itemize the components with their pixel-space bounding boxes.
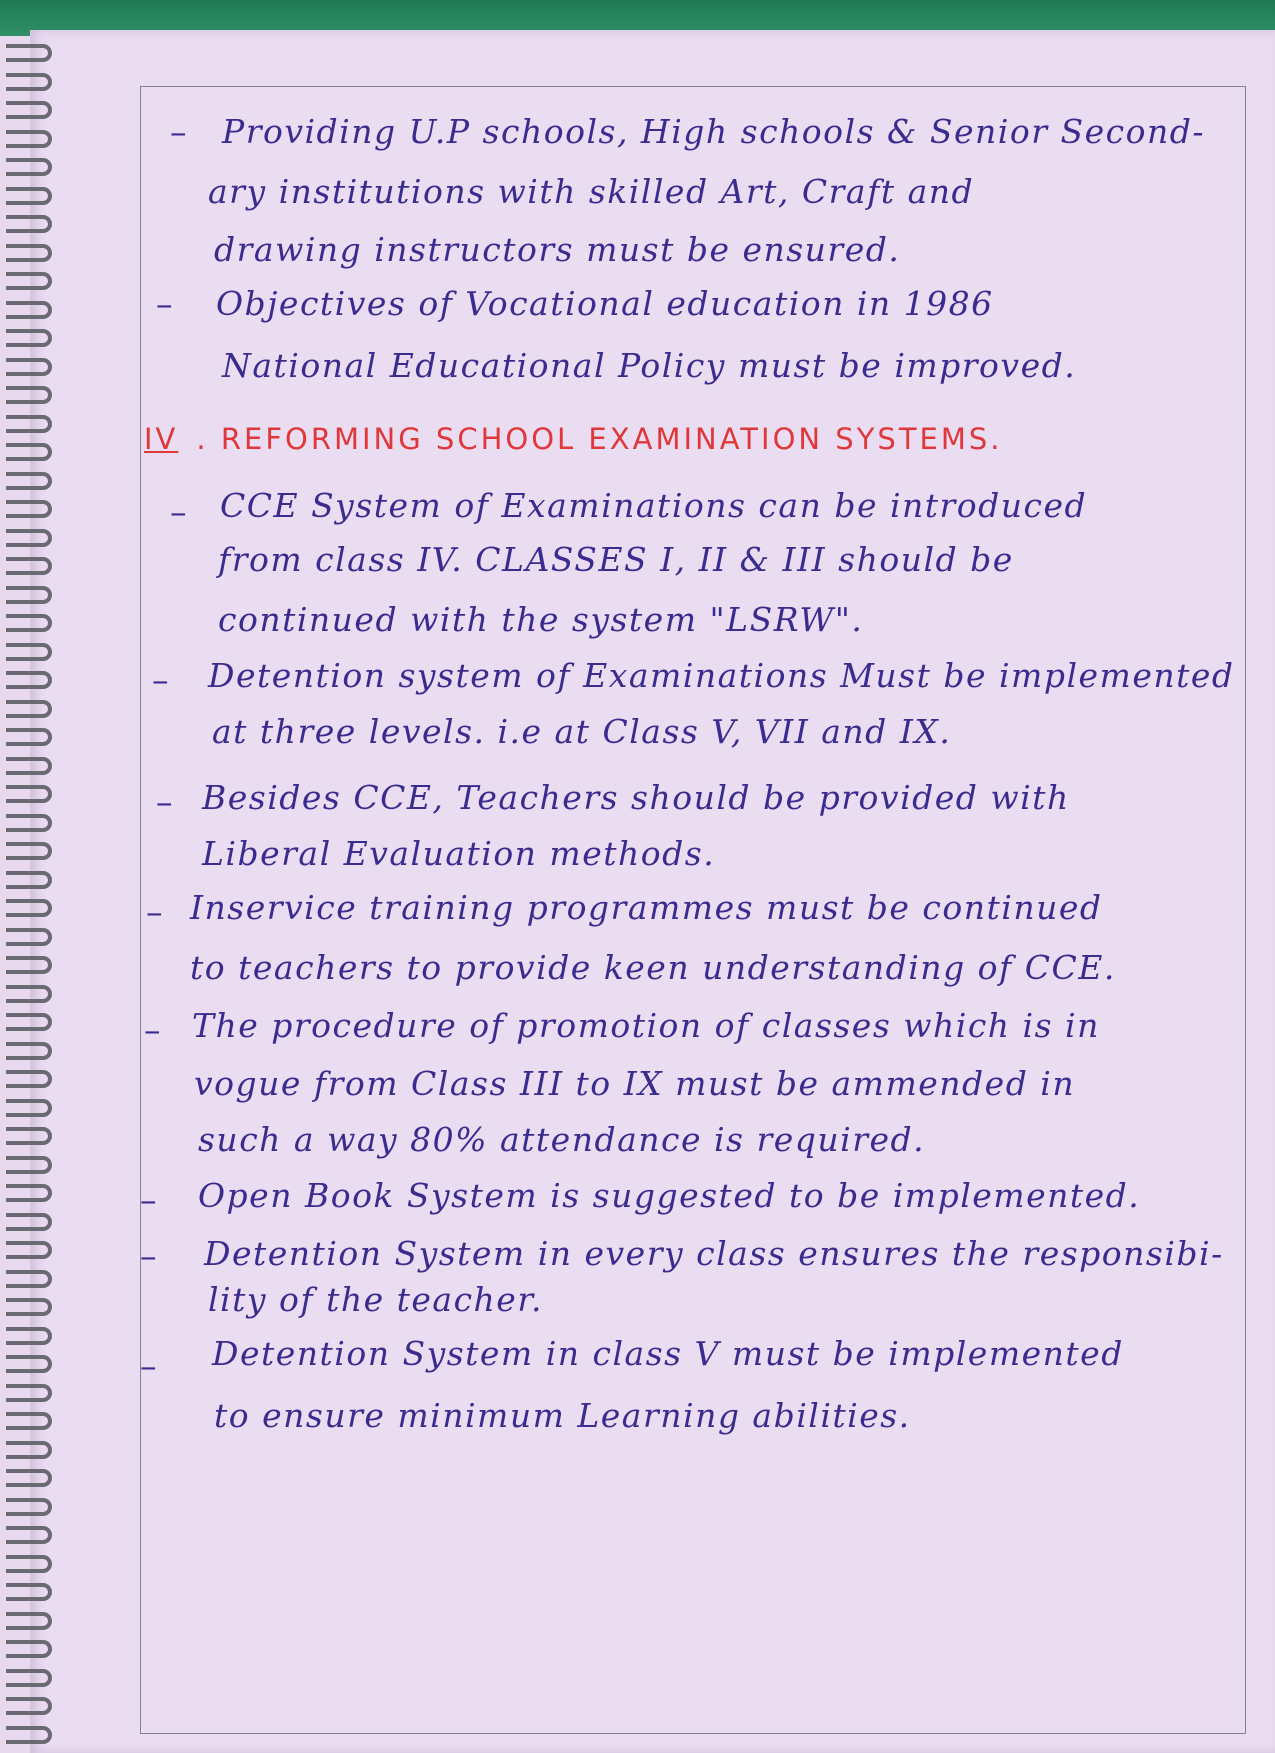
spiral-ring	[6, 272, 52, 290]
note-line: to ensure minimum Learning abilities.	[214, 1396, 911, 1435]
note-line: Liberal Evaluation methods.	[202, 834, 716, 873]
note-line: continued with the system "LSRW".	[218, 600, 864, 639]
spiral-ring	[6, 871, 52, 889]
spiral-ring	[6, 1640, 52, 1658]
note-line: CCE System of Examinations can be introduced	[220, 486, 1088, 525]
spiral-ring	[6, 44, 52, 62]
spiral-ring	[6, 73, 52, 91]
spiral-ring	[6, 1013, 52, 1031]
spiral-ring	[6, 1441, 52, 1459]
spiral-ring	[6, 1498, 52, 1516]
note-line: Open Book System is suggested to be implemented.	[198, 1176, 1141, 1215]
bullet-dash: –	[144, 1010, 161, 1049]
spiral-ring	[6, 1412, 52, 1430]
note-line: Besides CCE, Teachers should be provided with	[202, 778, 1070, 817]
spiral-ring	[6, 899, 52, 917]
spiral-ring	[6, 1099, 52, 1117]
spiral-ring	[6, 1355, 52, 1373]
spiral-ring	[6, 1270, 52, 1288]
spiral-ring	[6, 1127, 52, 1145]
spiral-ring	[6, 586, 52, 604]
spiral-ring	[6, 1726, 52, 1744]
note-line: drawing instructors must be ensured.	[214, 230, 901, 269]
spiral-ring	[6, 785, 52, 803]
spiral-ring	[6, 671, 52, 689]
spiral-ring	[6, 614, 52, 632]
spiral-ring	[6, 1184, 52, 1202]
spiral-ring	[6, 1697, 52, 1715]
section-number: IV	[144, 422, 179, 456]
spiral-ring	[6, 1384, 52, 1402]
spiral-ring	[6, 557, 52, 575]
spiral-ring	[6, 500, 52, 518]
spiral-ring	[6, 529, 52, 547]
note-line: Objectives of Vocational education in 1986	[216, 284, 994, 323]
spiral-ring	[6, 985, 52, 1003]
note-line: Providing U.P schools, High schools & Senior Second-	[222, 112, 1205, 151]
section-heading	[144, 422, 1003, 456]
bullet-dash: –	[170, 112, 187, 151]
spiral-ring	[6, 1555, 52, 1573]
bullet-dash: –	[156, 284, 173, 323]
spiral-ring	[6, 928, 52, 946]
spiral-ring	[6, 130, 52, 148]
spiral-ring	[6, 1298, 52, 1316]
note-line: vogue from Class III to IX must be ammended in	[194, 1064, 1076, 1103]
section-title: . REFORMING SCHOOL EXAMINATION SYSTEMS.	[196, 422, 1003, 456]
spiral-ring	[6, 215, 52, 233]
spiral-ring	[6, 643, 52, 661]
bullet-dash: –	[140, 1346, 157, 1385]
note-line: such a way 80% attendance is required.	[198, 1120, 926, 1159]
spiral-ring	[6, 956, 52, 974]
spiral-ring	[6, 728, 52, 746]
bullet-dash: –	[170, 492, 187, 531]
spiral-ring	[6, 1669, 52, 1687]
note-line: at three levels. i.e at Class V, VII and IX.	[212, 712, 952, 751]
bullet-dash: –	[140, 1180, 157, 1219]
spiral-binding	[0, 36, 62, 1753]
bullet-dash: –	[146, 892, 163, 931]
spiral-ring	[6, 1070, 52, 1088]
spiral-ring	[6, 1469, 52, 1487]
spiral-ring	[6, 1526, 52, 1544]
spiral-ring	[6, 358, 52, 376]
note-line: Detention System in class V must be implemented	[212, 1334, 1124, 1373]
spiral-ring	[6, 415, 52, 433]
spiral-ring	[6, 386, 52, 404]
spiral-ring	[6, 814, 52, 832]
note-line: lity of the teacher.	[208, 1280, 543, 1319]
note-line: to teachers to provide keen understanding of CCE.	[190, 948, 1116, 987]
spiral-ring	[6, 301, 52, 319]
spiral-ring	[6, 472, 52, 490]
spiral-ring	[6, 1327, 52, 1345]
spiral-ring	[6, 1042, 52, 1060]
note-line: Detention System in every class ensures the responsibi-	[204, 1234, 1224, 1273]
note-line: Detention system of Examinations Must be implemented	[208, 656, 1235, 695]
spiral-ring	[6, 842, 52, 860]
spiral-ring	[6, 329, 52, 347]
note-line: Inservice training programmes must be continued	[190, 888, 1103, 927]
bullet-dash: –	[152, 660, 169, 699]
note-line: ary institutions with skilled Art, Craft and	[208, 172, 975, 211]
spiral-ring	[6, 1612, 52, 1630]
spiral-ring	[6, 1583, 52, 1601]
note-line: The procedure of promotion of classes which is in	[192, 1006, 1100, 1045]
spiral-ring	[6, 187, 52, 205]
note-line: National Educational Policy must be improved.	[222, 346, 1077, 385]
bullet-dash: –	[140, 1236, 157, 1275]
spiral-ring	[6, 244, 52, 262]
note-line: from class IV. CLASSES I, II & III should be	[218, 540, 1014, 579]
spiral-ring	[6, 700, 52, 718]
spiral-ring	[6, 443, 52, 461]
bullet-dash: –	[156, 782, 173, 821]
spiral-ring	[6, 101, 52, 119]
spiral-ring	[6, 1213, 52, 1231]
spiral-ring	[6, 158, 52, 176]
spiral-ring	[6, 1156, 52, 1174]
spiral-ring	[6, 757, 52, 775]
spiral-ring	[6, 1241, 52, 1259]
